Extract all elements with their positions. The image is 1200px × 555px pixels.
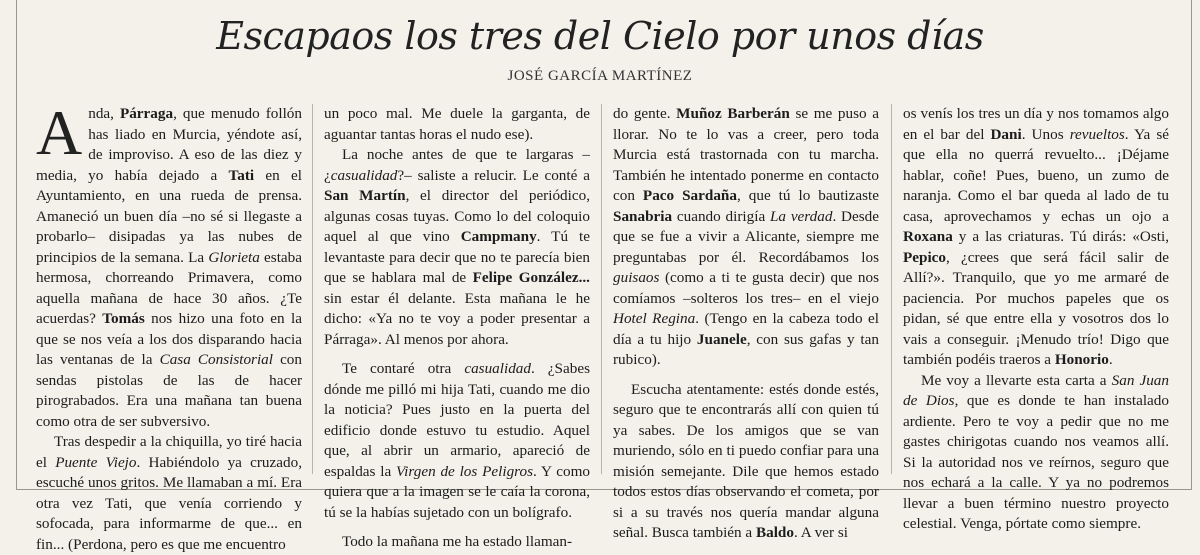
text-run: (como a ti te gusta decir) que nos comíamos –solteros los tres– en el viejo	[613, 269, 879, 307]
bold-name: Tati	[228, 166, 255, 184]
article-column-2	[324, 104, 590, 553]
text-run: , que es donde te han instalado ardiente. Pero te voy a pedir que no me gastes chirigotas cuando nos veamos allí. Si la autoridad nos ve reírnos, seguro que nos echará a la calle. Y ya no podremos llevar a buen término nuestro proyecto celestial. Venga, pórtate como siempre.	[903, 392, 1169, 532]
text-run: Me voy a llevarte esta carta a	[921, 371, 1112, 389]
article-column-4	[903, 104, 1169, 535]
paragraph	[324, 104, 590, 145]
text-run: Te contaré otra	[342, 360, 465, 377]
paragraph	[613, 380, 879, 544]
article-column-3	[613, 104, 879, 544]
text-run: con sendas pistolas de las de hacer pirograbados. Era una mañana tan buena como otra de ser subversivo.	[36, 351, 302, 430]
italic-text: Glorieta	[208, 248, 260, 266]
text-run: , que tú lo bautizaste	[736, 187, 879, 204]
text-run: y a las criaturas. Tú dirás: «Osti,	[952, 228, 1169, 245]
text-run: nos hizo una foto en la que se nos veía a los dos disparando hacia las ventanas de la	[36, 310, 302, 368]
paragraph	[36, 97, 302, 432]
text-run: . A ver si	[793, 524, 848, 541]
text-run: La noche antes de que te largaras –¿	[324, 146, 590, 184]
text-run: se me puso a llorar. No te lo vas a creer, pero toda Murcia está trastornada con tu marcha. También he intentado ponerme en contacto con	[613, 105, 879, 204]
bold-name: Campmany	[460, 228, 537, 245]
text-run: estaba hermosa, chorreando Primavera, como aquella mañana de hace 30 años. ¿Te acuerdas?	[36, 248, 302, 327]
italic-text: revueltos	[1069, 125, 1125, 143]
paragraph	[613, 104, 879, 371]
bold-name: Párraga	[119, 105, 174, 122]
text-run: . ¿Sabes dónde me pilló mi hija Tati, cuando me dio la noticia? Pues justo en la puerta del edificio donde estuvo tu estudio. Aquel que, al abrir un armario, apareció de espaldas la	[324, 360, 590, 480]
italic-text: San Juan de Dios	[903, 371, 1169, 409]
text-run: , el director del periódico, algunas cosas tuyas. Como lo del coloquio aquel al que vino	[324, 187, 591, 245]
text-run: . Habiéndolo ya cruzado, escuché unos gritos. Me llamaban a mí. Era otra vez Tati, que venía corriendo y sofocada, para informarme de que... en fin... (Perdona, pero es que me encuentro	[36, 453, 302, 553]
bold-name: Sanabria	[613, 207, 673, 225]
bold-name: San Martín	[324, 187, 406, 204]
column-divider	[891, 104, 892, 474]
bold-name: Dani	[990, 125, 1022, 143]
text-run: Escucha atentamente: estés donde estés, seguro que te encontrarás allí con quien tú ya sabes. De los amigos que se van muriendo, sólo en ti puedo confiar para una misión semejante. Dile que hemos estado todos estos días observando el cometa, por si a su través nos quería mandar alguna señal. Busca también a	[613, 380, 879, 541]
drop-cap: A	[36, 97, 83, 168]
article-column-1	[36, 97, 302, 555]
text-run: Todo la mañana me ha estado llaman-	[342, 533, 573, 550]
paragraph	[903, 371, 1169, 535]
text-run: un poco mal. Me duele la garganta, de aguantar tantas horas el nudo ese).	[324, 105, 590, 143]
text-run: os venís los tres un día y nos tomamos algo en el bar del	[903, 105, 1169, 143]
italic-text: Casa Consistorial	[159, 351, 273, 368]
bold-name: Paco Sardaña	[642, 187, 737, 204]
text-run: . Desde que se fue a vivir a Alicante, siempre me preguntabas por él. Recordábamos los	[613, 207, 879, 266]
bold-name: Juanele	[696, 330, 747, 348]
italic-text: guisaos	[613, 269, 660, 286]
bold-name: Baldo	[755, 524, 794, 541]
italic-text: casualidad	[464, 360, 531, 377]
italic-text: Hotel Regina	[613, 310, 696, 327]
bold-name: Roxana	[903, 228, 953, 245]
bold-name: Pepico	[903, 248, 947, 266]
bold-name: Honorio	[1054, 351, 1109, 368]
paragraph	[324, 359, 590, 523]
text-run: cuando dirigía	[672, 207, 770, 225]
article-title: Escapaos los tres del Cielo por unos días	[216, 14, 984, 58]
paragraph	[903, 104, 1169, 371]
text-run: , con sus gafas y tan rubico).	[613, 330, 879, 368]
text-run: sin estar él delante. Esta mañana le he dicho: «Ya no te voy a poder presentar a Párraga». Al menos por ahora.	[324, 289, 590, 348]
paragraph	[36, 432, 302, 555]
paragraph	[324, 532, 590, 553]
paragraph	[324, 145, 590, 350]
text-run: . Ya sé que ella no querrá revuelto... ¡Déjame hablar, coñe! Pues, bueno, un zumo de naranja. Como el bar queda al lado de tu casa, aprovechamos y echas un ojo a	[903, 125, 1169, 225]
text-run: . Unos	[1021, 125, 1070, 143]
bold-name: Muñoz Barberán	[676, 105, 790, 122]
column-divider	[601, 104, 602, 474]
bold-name: Tomás	[102, 310, 145, 327]
bold-name: Felipe González...	[472, 269, 590, 286]
text-run: , que menudo follón has liado en Murcia, yéndote así, de improviso. A eso de las diez y media, yo había dejado a	[36, 105, 302, 184]
text-run: . (Tengo en la cabeza todo el día a tu hijo	[613, 310, 879, 348]
text-run: ?– saliste a relucir. Le conté a	[397, 166, 590, 184]
text-run: . Y como quiera que a la imagen se le caía la corona, tú se la habías sujetado con un bolígrafo.	[324, 462, 590, 521]
text-run: do gente.	[613, 105, 677, 122]
text-run: en el Ayuntamiento, en una rueda de prensa. Amaneció un buen día –no sé si llegaste a probarlo– disipadas ya las nubes de principios de la semana. La	[36, 166, 302, 266]
text-run: Tras despedir a la chiquilla, yo tiré hacia el	[36, 433, 302, 471]
column-divider	[312, 104, 313, 474]
italic-text: casualidad	[330, 166, 398, 184]
italic-text: Virgen de los Peligros	[396, 462, 534, 480]
italic-text: La verdad	[769, 207, 833, 225]
text-run: .	[1108, 351, 1113, 368]
italic-text: Puente Viejo	[55, 453, 137, 471]
article-byline: JOSÉ GARCÍA MARTÍNEZ	[507, 68, 693, 84]
text-run: . Tú te levantaste para decir que no te parecía bien que se hablara mal de	[324, 228, 590, 286]
text-run: nda,	[88, 105, 120, 122]
text-run: , ¿crees que será fácil salir de Allí?». Tranquilo, que yo me armaré de paciencia. Por muchos papeles que os pidan, sé que entre ella y vosotros dos lo vais a conseguir. ¡Menudo trío! Digo que también podéis traeros a	[903, 248, 1169, 368]
